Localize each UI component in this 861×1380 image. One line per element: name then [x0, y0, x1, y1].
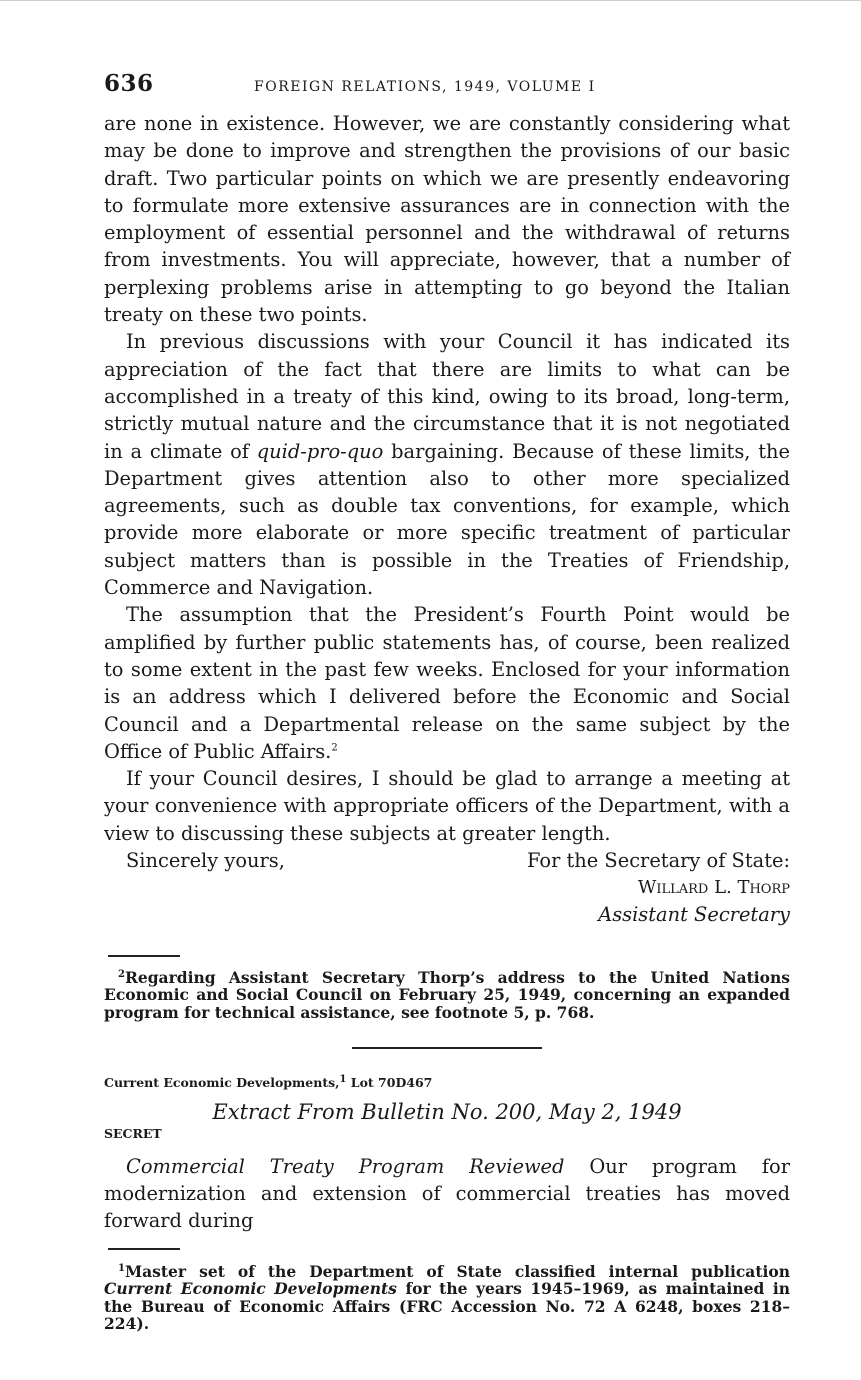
document-title: Extract From Bulletin No. 200, May 2, 1949 [212, 1099, 682, 1124]
complimentary-close: Sincerely yours, [126, 849, 285, 873]
document-source [104, 1075, 790, 1090]
document-source-text: Current Economic Developments, [104, 1074, 340, 1090]
footnote-divider-2 [108, 1248, 180, 1250]
footnote-1-text-b: for the years 1945–1969, as maintained in the Bureau of Economic Affairs (FRC Accession No. 72 A 6248, boxes 218–224). [104, 1279, 790, 1334]
footnote-1 [104, 1263, 790, 1333]
footnote-2-text: Regarding Assistant Secretary Thorp’s address to the United Nations Economic and Social Council on February 25, 1949, concerning an expanded program for technical assistance, see footnote 5, p. 768. [104, 967, 790, 1022]
document-lead-paragraph [104, 1153, 790, 1235]
paragraph-4: If your Council desires, I should be glad to arrange a meeting at your convenience with appropriate officers of the Department, with a view to discussing these subjects at greater length. [104, 767, 790, 845]
signer-title: Assistant Secretary [598, 903, 790, 927]
letter-closing [104, 847, 790, 933]
footnote-1-italic: Current Economic Developments [104, 1279, 397, 1299]
page-number: 636 [104, 70, 154, 97]
lead-text: Our program for modernization and extension of commercial treaties has moved forward during [104, 1154, 790, 1233]
running-title: FOREIGN RELATIONS, 1949, VOLUME I [254, 79, 596, 95]
classification-label: SECRET [104, 1125, 162, 1141]
footnote-ref-2[interactable]: 2 [331, 742, 338, 754]
page-top-edge [0, 0, 861, 1]
paragraph-3-text: The assumption that the President’s Fourth Point would be amplified by further public statements has, of course, been realized to some extent in the past few weeks. Enclosed for your information is an address which I delivered before the Economic and Social Council and a Departmental release on the same subject by the Office of Public Affairs. [104, 603, 790, 763]
paragraph-1: are none in existence. However, we are constantly considering what may be done to improve and strengthen the provisions of our basic draft. Two particular points on which we are presently endeavoring to formulate more extensive assurances are in connection with the employment of essential personnel and the withdrawal of returns from investments. You will appreciate, however, that a number of perplexing problems arise in attempting to go beyond the Italian treaty on these two points. [104, 112, 790, 327]
lead-heading: Commercial Treaty Program Reviewed [126, 1154, 565, 1178]
paragraph-3 [104, 601, 790, 765]
paragraph-2 [104, 328, 790, 601]
footnote-ref-1[interactable]: 1 [339, 1073, 347, 1085]
footnote-2 [104, 969, 790, 1022]
paragraph-2-text-b: bargaining. Because of these limits, the Department gives attention also to other more specialized agreements, such as double tax conventions, for example, which provide more elaborate or more specific treatment of particular subject matters than is possible in the Treaties of Friendship, Commerce and Navigation. [104, 439, 790, 600]
section-separator [352, 1047, 542, 1049]
page-header [104, 70, 790, 110]
for-secretary-line: For the Secretary of State: [527, 849, 790, 873]
document-page [104, 70, 790, 1333]
document-source-lot: Lot 70D467 [346, 1074, 433, 1090]
footnote-2-marker: 2 [118, 968, 125, 980]
footnote-1-text-a: Master set of the Department of State classified internal publication [124, 1261, 790, 1281]
paragraph-2-italic: quid-pro-quo [256, 439, 384, 463]
paragraph-2-text-a: In previous discussions with your Council it has indicated its appreciation of the fact that there are limits to what can be accomplished in a treaty of this kind, owing to its broad, long-term, strictly mutual nature and the circumstance that it is not negotiated in a climate of [104, 330, 790, 463]
signer-name: Willard L. Thorp [637, 877, 790, 899]
footnote-divider [108, 955, 180, 957]
footnote-1-marker: 1 [118, 1262, 125, 1274]
